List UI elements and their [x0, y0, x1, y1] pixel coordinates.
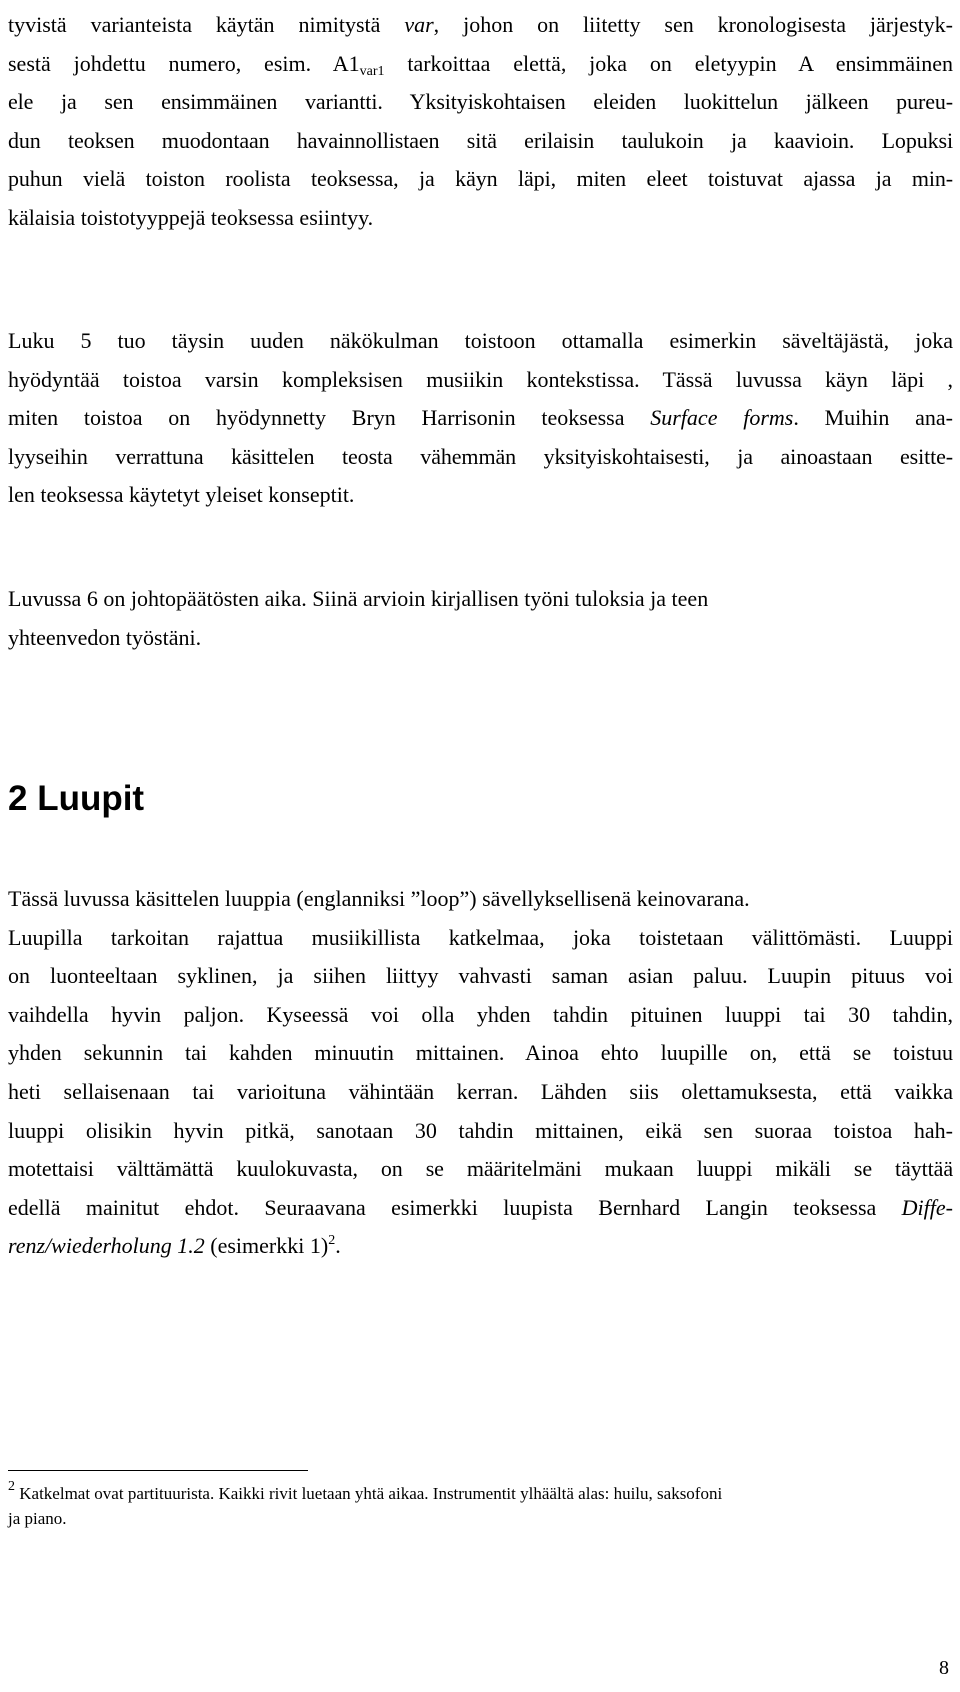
text-line: yhden sekunnin tai kahden minuutin mittainen. Ainoa ehto luupille on, että se toistuu [8, 1040, 953, 1066]
work-title: renz/wiederholung 1.2 [8, 1233, 205, 1259]
text-line: kälaisia toistotyyppejä teoksessa esiintyy. [8, 204, 374, 230]
footnote-marker: 2 [8, 1479, 15, 1494]
intro-paragraph [8, 6, 953, 238]
chapter6-paragraph [8, 580, 953, 657]
work-title: Diffe- [901, 1194, 953, 1220]
text-line: dun teoksen muodontaan havainnollistaen sitä erilaisin taulukoin ja kaavioin. Lopuksi [8, 127, 953, 153]
text-line: puhun vielä toiston roolista teoksessa, ja käyn läpi, miten eleet toistuvat ajassa ja min- [8, 166, 953, 192]
text-line: renz/wiederholung 1.2 (esimerkki 1)$^2$. [8, 1233, 341, 1259]
text-line: lyyseihin verrattuna käsittelen teosta vähemmän yksityiskohtaisesti, ja ainoastaan esitte- [8, 443, 953, 469]
text-line: Luupilla tarkoitan rajattua musiikillista katkelmaa, joka toistetaan välittömästi. Luuppi [8, 924, 953, 950]
text-line: on luonteeltaan syklinen, ja siihen liittyy vahvasti saman asian paluu. Luupin pituus voi [8, 963, 953, 989]
text-line: yhteenvedon työstäni. [8, 624, 202, 650]
text-line: motettaisi välttämättä kuulokuvasta, on se määritelmäni mukaan luuppi mikäli se täyttää [8, 1156, 953, 1182]
text-line: luuppi olisikin hyvin pitkä, sanotaan 30 tahdin mittainen, eikä sen suoraa toistoa hah- [8, 1117, 953, 1143]
footnote [8, 1481, 953, 1531]
text-line: tyvistä varianteista käytän nimitystä var, johon on liitetty sen kronologisesta järjestyk- [8, 12, 954, 37]
text-line: vaihdella hyvin paljon. Kyseessä voi olla yhden tahdin pituinen luuppi tai 30 tahdin, [8, 1001, 953, 1027]
work-title: Surface forms [650, 405, 794, 431]
text-line: heti sellaisenaan tai varioituna vähintään kerran. Lähden siis olettamuksesta, että vaikka [8, 1078, 953, 1104]
text-line: Luku 5 tuo täysin uuden näkökulman toistoon ottamalla esimerkin säveltäjästä, joka [8, 328, 953, 353]
footnote-reference[interactable]: 2 [328, 1233, 336, 1249]
chapter5-paragraph [8, 322, 953, 515]
page-number: 8 [939, 1657, 949, 1679]
text-line: $^2$ Katkelmat ovat partituurista. Kaikki rivit luetaan yhtä aikaa. Instrumentit ylhäältä alas: huilu, saksofoni [8, 1479, 723, 1503]
text-line: edellä mainitut ehdot. Seuraavana esimerkki luupista Bernhard Langin teoksessa Diffe- [8, 1194, 953, 1220]
text-line: Tässä luvussa käsittelen luuppia (englanniksi ”loop”) sävellyksellisenä keinovarana. [8, 886, 750, 911]
text-line: sestä johdettu numero, esim. $A1_{var1}$ tarkoittaa elettä, joka on eletyypin A ensimmäinen [8, 50, 953, 79]
text-line: hyödyntää toistoa varsin kompleksisen musiikin kontekstissa. Tässä luvussa käyn läpi , [8, 366, 953, 392]
text-line: ja piano. [8, 1509, 67, 1528]
italic-term: var [404, 12, 434, 37]
footnote-divider [8, 1470, 308, 1471]
text-line: miten toistoa on hyödynnetty Bryn Harrisonin teoksessa Surface forms. Muihin ana- [8, 405, 954, 431]
text-line: Luvussa 6 on johtopäätösten aika. Siinä arvioin kirjallisen työni tuloksia ja teen [8, 586, 709, 611]
subscript: var1 [359, 63, 385, 79]
text-line: len teoksessa käytetyt yleiset konseptit. [8, 482, 355, 508]
section-heading: 2 Luupit [8, 779, 145, 818]
text-line: ele ja sen ensimmäinen variantti. Yksityiskohtaisen eleiden luokittelun jälkeen pureu- [8, 89, 953, 115]
loops-paragraph [8, 880, 953, 1266]
